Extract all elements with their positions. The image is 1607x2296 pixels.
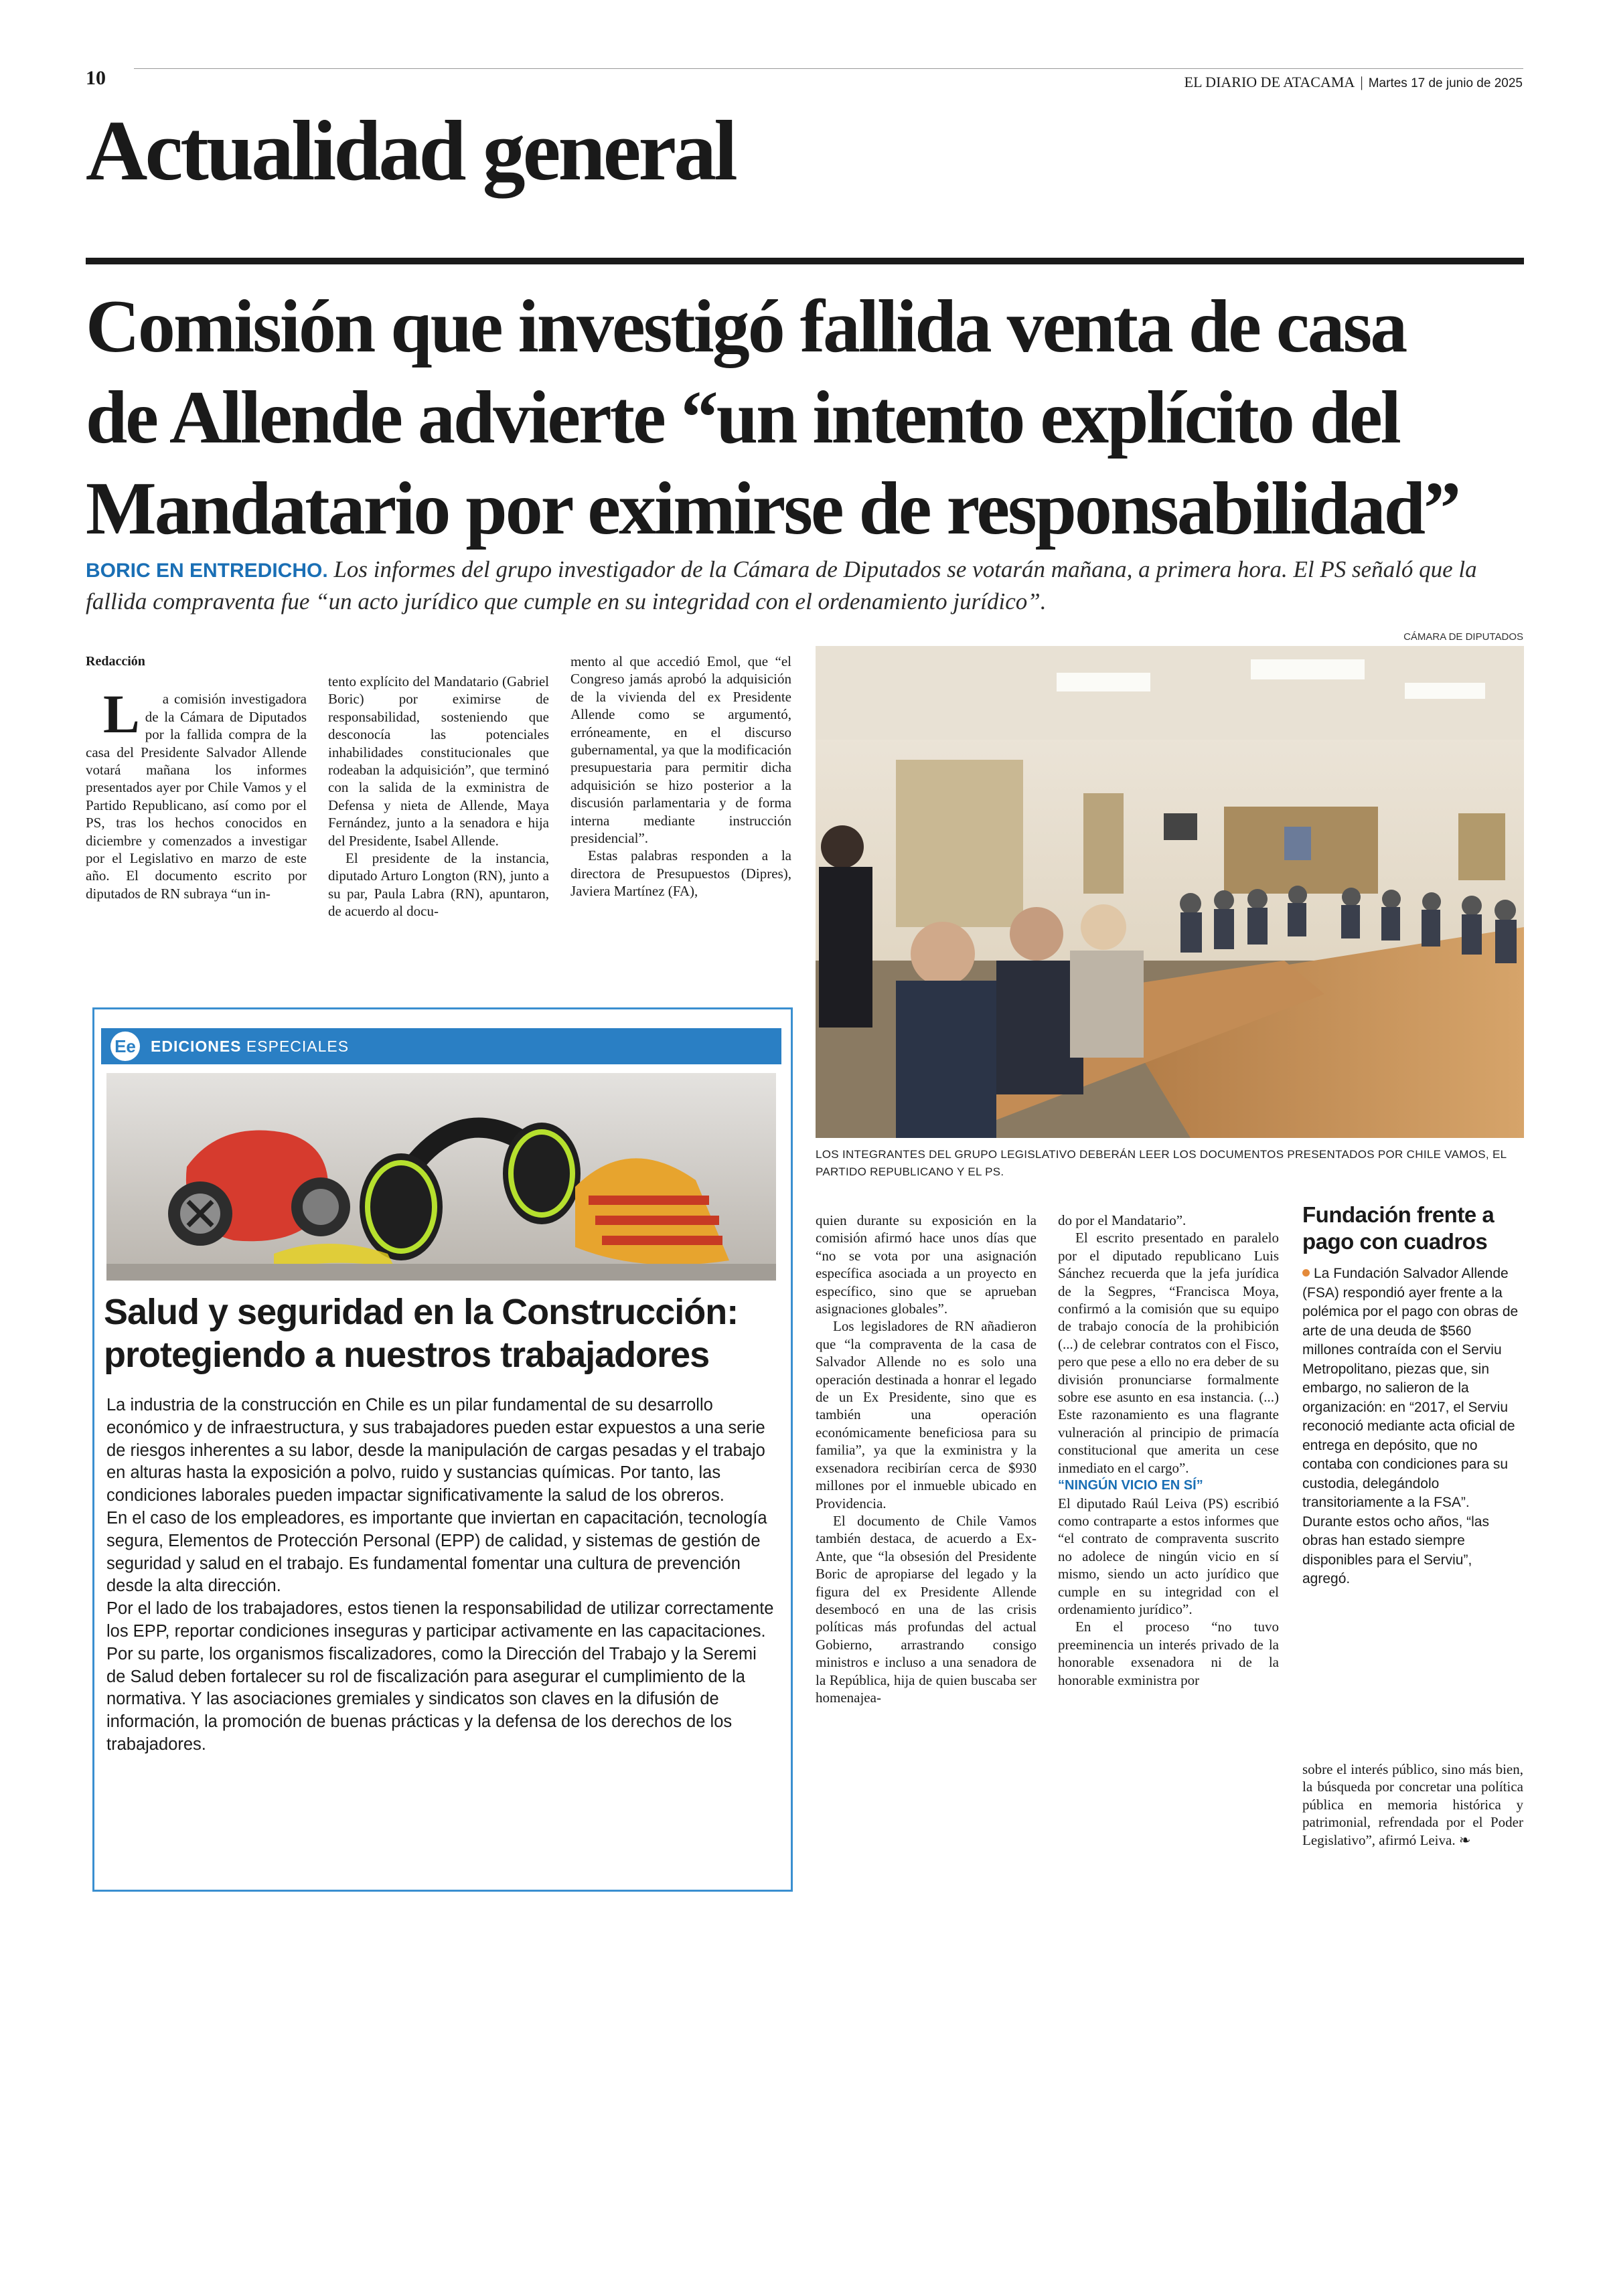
body-column-5: [1058, 1212, 1279, 1689]
paragraph: El diputado Raúl Leiva (PS) escribió como contraparte a estos informes que “el contrato de compraventa suscrito no adolece de ningún vicio en sí mismo, siendo un acto jurídico que cumple en su integridad con el ordenamiento jurídico”.: [1058, 1495, 1279, 1617]
paragraph: En el proceso “no tuvo preeminencia un interés privado de la honorable exsenadora ni de la honorable exministra por: [1058, 1619, 1279, 1688]
paragraph: [1302, 1760, 1523, 1849]
ad-paragraph: En el caso de los empleadores, es importante que inviertan en capacitación, tecnología segura, Elementos de Protección Personal (EPP) de calidad, y sistemas de gestión de seguridad y salud en el trabajo. Es fundamental fomentar una cultura de prevención desde la alta dirección.: [106, 1508, 767, 1596]
headline-line: de Allende advierte “un intento explícito del: [86, 376, 1399, 459]
closing-paragraph: sobre el interés público, sino más bien, la búsqueda por concretar una política pública en memoria histórica y patrimonial, refrendada por el Poder Legislativo”, afirmó Leiva.: [1302, 1761, 1523, 1848]
kicker: BORIC EN ENTREDICHO.: [86, 560, 328, 582]
paragraph: La comisión investigadora de la Cámara de Diputados por la fallida compra de la casa del Presidente Salvador Allende votará mañana los informes presentados ayer por Chile Vamos y el Partido Republicano, así como por el PS, tras los hechos conocidos en diciembre y comenzados a investigar por el Legislativo en marzo de este año. El documento escrito por diputados de RN subraya “un in-: [86, 683, 307, 902]
body-column-4: [816, 1212, 1037, 1706]
committee-room-illustration: [816, 646, 1524, 1138]
sidebar-title: Fundación frente a pago con cuadros: [1302, 1202, 1495, 1254]
paragraph: El documento de Chile Vamos también destaca, de acuerdo a Ex-Ante, que “la obsesión del Presidente Boric de apropiarse del legado y la figura del ex Presidente Allende desembocó en una de las crisis políticas más profundas del actual Gobierno, arrastrando consigo ministros e incluso a una senadora de la República, hija de quien buscaba ser homenajea-: [816, 1512, 1037, 1706]
paragraph: El escrito presentado en paralelo por el diputado republicano Luis Sánchez recuerda que la jefa jurídica de la Segpres, “Francisca Moya, confirmó a la comisión que su equipo de trabajo conocía de la prohibición (...) de celebrar contratos con el Fisco, pero que pese a ello no era deber de su división pronunciarse formalmente sobre ese asunto en esa instancia. (...) Este razonamiento es una flagrante vulneración al principio de primacía constitucional que amerita un cese inmediato en el cargo”.: [1058, 1230, 1279, 1476]
ad-label-light: ESPECIALES: [246, 1038, 350, 1055]
subheading: “NINGÚN VICIO EN SÍ”: [1058, 1478, 1203, 1493]
special-editions-ad: [92, 1007, 793, 1892]
body-column-6-end: [1302, 1760, 1523, 1849]
paragraph: quien durante su exposición en la comisión afirmó hace unos días que “no se vota por una asignación específica asociada a un proyecto en específico, sino que se aprueban asignaciones globales”.: [816, 1212, 1037, 1317]
ad-paragraph: Por su parte, los organismos fiscalizadores, como la Dirección del Trabajo y la Seremi de Salud deben fortalecer su rol de fiscalización para asegurar el cumplimiento de la normativa. Y las asociaciones gremiales y sindicatos son claves en la difusión de información, la promoción de buenas prácticas y la defensa de los derechos de los trabajadores.: [106, 1644, 757, 1754]
header-rule: [134, 68, 1523, 69]
safety-gear-image: [106, 1073, 776, 1281]
ad-label-bold: EDICIONES: [151, 1038, 242, 1055]
paragraph: El presidente de la instancia, diputado Arturo Longton (RN), junto a su par, Paula Labra (RN), apuntaron, de acuerdo al docu-: [328, 850, 549, 920]
paragraph: Los legisladores de RN añadieron que “la compraventa de la casa de Salvador Allende no es solo una operación destinada a honrar el legado de un Ex Presidente, sino que es también una operación económicamente beneficiosa para su familia”, ya que la exministra y la exsenadora recibirían cerca de $930 millones por el inmueble ubicado en Providencia.: [816, 1318, 1037, 1511]
ad-title-line: Salud y seguridad en la Construcción:: [104, 1292, 739, 1332]
ad-title-line: protegiendo a nuestros trabajadores: [104, 1335, 710, 1375]
body-column-1: [86, 653, 307, 902]
paragraph: Estas palabras responden a la directora de Presupuestos (Dipres), Javiera Martínez (FA),: [570, 847, 791, 900]
ad-logo-badge: Ee: [110, 1032, 140, 1061]
deck: [86, 554, 1525, 617]
deck-text: Los informes del grupo investigador de la Cámara de Diputados se votarán mañana, a primera hora. El PS señaló que la fallida compraventa fue “un acto jurídico que cumple en su integridad con el ordenamiento jurídico”.: [86, 556, 1477, 614]
headline: [86, 281, 1532, 554]
photo-credit: CÁMARA DE DIPUTADOS: [1403, 631, 1523, 643]
page-number: 10: [86, 67, 106, 89]
headline-line: Mandatario por eximirse de responsabilidad”: [86, 467, 1460, 550]
section-rule: [86, 258, 1524, 264]
ad-body: [106, 1394, 779, 1756]
news-photo: [816, 646, 1524, 1138]
ad-paragraph: Por el lado de los trabajadores, estos tienen la responsabilidad de utilizar correctamente los EPP, reportar condiciones inseguras y participar activamente en las capacitaciones.: [106, 1599, 774, 1641]
paragraph: do por el Mandatario”.: [1058, 1212, 1187, 1228]
bullet-icon: [1302, 1269, 1310, 1277]
headline-line: Comisión que investigó fallida venta de casa: [86, 285, 1406, 368]
body-column-3: [570, 653, 791, 900]
paragraph: mento al que accedió Emol, que “el Congreso jamás aprobó la adquisición de la vivienda del ex Presidente Allende como se argumentó, erróneamente, en el discurso gubernamental, ya que la modificación presupuestaria para permitir dicha adquisición se hizo posterior a la discusión parlamentaria y de forma interna mediante instrucción presidencial”.: [570, 653, 791, 847]
ad-label: [151, 1038, 349, 1056]
ppe-illustration: [106, 1073, 776, 1281]
publication-name: EL DIARIO DE ATACAMA: [1184, 74, 1355, 90]
photo-caption: LOS INTEGRANTES DEL GRUPO LEGISLATIVO DEBERÁN LEER LOS DOCUMENTOS PRESENTADOS POR CHILE VAMOS, EL PARTIDO REPUBLICANO Y EL PS.: [816, 1148, 1507, 1178]
ad-header-bar: [101, 1028, 781, 1064]
paragraph: tento explícito del Mandatario (Gabriel Boric) por eximirse de responsabilidad, sosteniendo que desconocía las potenciales inhabilidades constitucionales que rodeaban la adquisición”, que terminó con la salida de la exministra de Defensa y nieta de Allende, Maya Fernández, junto a la senadora e hija del Presidente, Isabel Allende.: [328, 673, 549, 849]
byline: Redacción: [86, 654, 145, 669]
sidebar-text: La Fundación Salvador Allende (FSA) respondió ayer frente a la polémica por el pago con obras de arte de una deuda de $560 millones contraída con el Serviu Metropolitano, piezas que, sin embargo, no salieron de la organización: en “2017, el Serviu reconoció mediante acta oficial de entrega en depósito, que no contaba con condiciones para su custodia, delegándolo transitoriamente a la FSA”. Durante estos ocho años, “las obras han estado siempre disponibles para el Serviu”, agregó.: [1302, 1266, 1519, 1586]
ad-paragraph: La industria de la construcción en Chile es un pilar fundamental de su desarrollo económico y de infraestructura, y sus trabajadores pueden estar expuestos a una serie de riesgos inherentes a su labor, desde la manipulación de cargas pesadas y el trabajo en alturas hasta la exposición a polvo, ruido y sustancias químicas. Por tanto, las condiciones laborales pueden impactar significativamente la salud de los obreros.: [106, 1396, 765, 1505]
end-mark-icon: ❧: [1458, 1831, 1471, 1848]
body-column-2: [328, 673, 549, 920]
issue-date: Martes 17 de junio de 2025: [1368, 76, 1523, 90]
section-title: Actualidad general: [86, 103, 735, 198]
ad-title: [104, 1291, 780, 1376]
sidebar-box: [1302, 1202, 1523, 1589]
masthead-info: EL DIARIO DE ATACAMA | Martes 17 de junio de 2025: [1184, 74, 1523, 90]
sidebar-text-block: [1302, 1264, 1523, 1589]
